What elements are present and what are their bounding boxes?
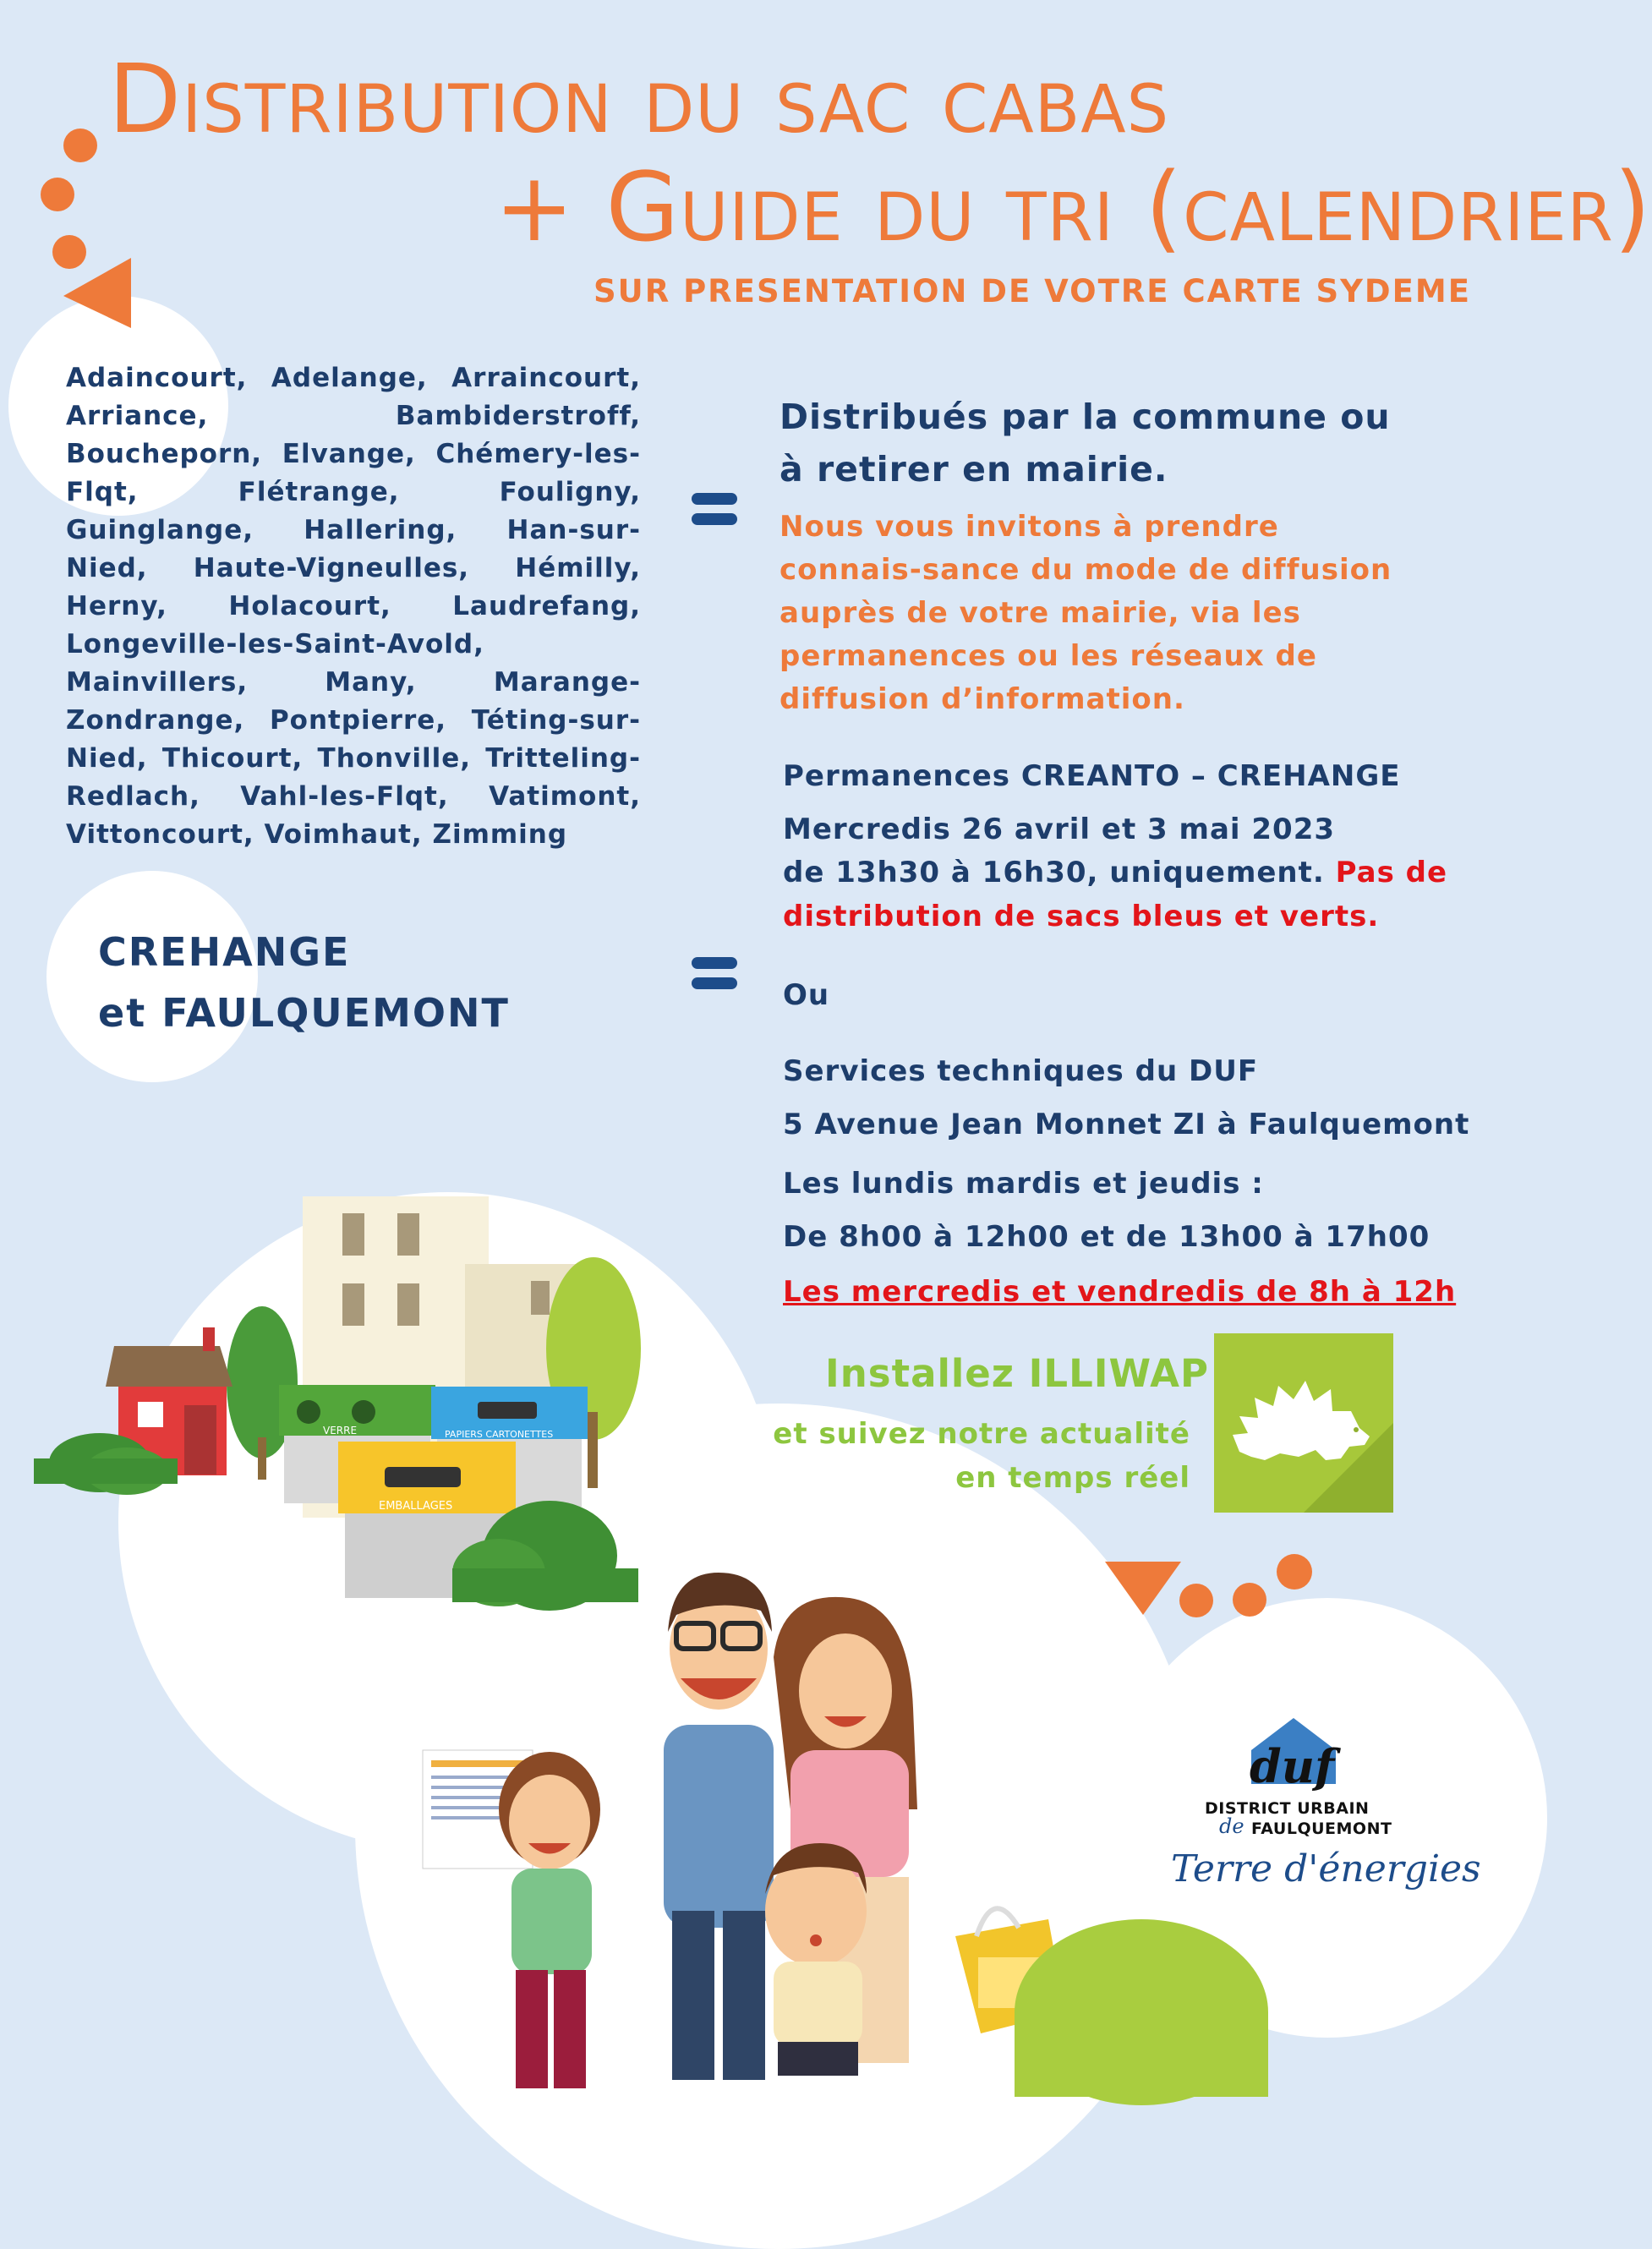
duf-house-icon (1158, 1699, 1437, 1801)
illiwap-text (761, 1412, 1190, 1500)
permanences-hours: de 13h30 à 16h30, uniquement. (783, 856, 1325, 889)
service-special-schedule: Les mercredis et vendredis de 8h à 12h (783, 1275, 1457, 1309)
illiwap-line1: et suivez notre actualité (773, 1417, 1190, 1451)
decor-dot (1277, 1554, 1312, 1590)
duf-logo-de: de (1219, 1814, 1244, 1838)
distribution-text: Nous vous invitons à prendre connais-sance du mode de diffusion auprès de votre mairie, via les permanences ou les réseaux de diffusion d’information. (780, 510, 1392, 716)
crehange-block (98, 922, 510, 1043)
decor-dot (1233, 1583, 1266, 1617)
service-address: 5 Avenue Jean Monnet ZI à Faulquemont (783, 1108, 1470, 1141)
decor-dot (1179, 1584, 1213, 1617)
decor-dot (41, 178, 74, 211)
page-title-line2: + Guide du tri (calendrier) (495, 153, 1652, 263)
permanences-or: Ou (783, 978, 830, 1012)
permanences-hours-line (783, 856, 1448, 889)
duf-logo-line2: FAULQUEMONT (1251, 1819, 1392, 1838)
bin-papiers-label: PAPIERS CARTONETTES (445, 1429, 554, 1440)
distribution-title: Distribués par la commune ou à retirer en mairie. (780, 397, 1391, 490)
bin-emballages-label: EMBALLAGES (379, 1500, 453, 1513)
bin-verre-label: VERRE (323, 1425, 358, 1436)
illiwap-hedgehog-icon[interactable] (1214, 1333, 1393, 1513)
permanences-heading: Permanences CREANTO – CREHANGE (783, 759, 1401, 793)
page-title-line1: Distribution du sac cabas (108, 45, 1170, 155)
bush-illustration (998, 1911, 1277, 2097)
duf-logo-tagline: Terre d'énergies (1171, 1847, 1481, 1891)
family-illustration (418, 1539, 1095, 2097)
decor-dot (63, 129, 97, 162)
duf-logo-line1: DISTRICT URBAIN (1205, 1799, 1370, 1818)
service-name: Services techniques du DUF (783, 1054, 1259, 1088)
communes-list: Adaincourt, Adelange, Arraincourt, Arriance, Bambiderstroff, Boucheporn, Elvange, Chémery-les-Flqt, Flétrange, Fouligny, Guinglange, Hallering, Han-sur-Nied, Haute-Vigneulles, Hémilly, Herny, Holacourt, Laudrefang, Longeville-les-Saint-Avold, Mainvillers, Many, Marange-Zondrange, Pontpierre, Téting-sur-Nied, Thicourt, Thonville, Tritteling-Redlach, Vahl-les-Flqt, Vatimont, Vittoncourt, Voimhaut, Zimming (66, 363, 641, 850)
illiwap-line2: en temps réel (955, 1461, 1190, 1495)
duf-logo (1158, 1699, 1481, 1919)
decor-triangle-icon (59, 254, 135, 331)
page-subtitle: SUR PRESENTATION DE VOTRE CARTE SYDEME (594, 273, 1471, 309)
permanences-warning-a: Pas de (1335, 856, 1448, 889)
permanences-dates: Mercredis 26 avril et 3 mai 2023 (783, 813, 1336, 846)
duf-logo-mark: duf (1250, 1739, 1335, 1793)
decor-triangle-icon (1101, 1557, 1185, 1618)
service-days: Les lundis mardis et jeudis : (783, 1167, 1264, 1201)
crehange-line2: et FAULQUEMONT (98, 990, 510, 1036)
crehange-line1: CREHANGE (98, 929, 351, 975)
service-schedule: De 8h00 à 12h00 et de 13h00 à 17h00 (783, 1220, 1430, 1254)
illiwap-title: Installez ILLIWAP (825, 1351, 1209, 1396)
permanences-warning-b: distribution de sacs bleus et verts. (783, 900, 1380, 933)
